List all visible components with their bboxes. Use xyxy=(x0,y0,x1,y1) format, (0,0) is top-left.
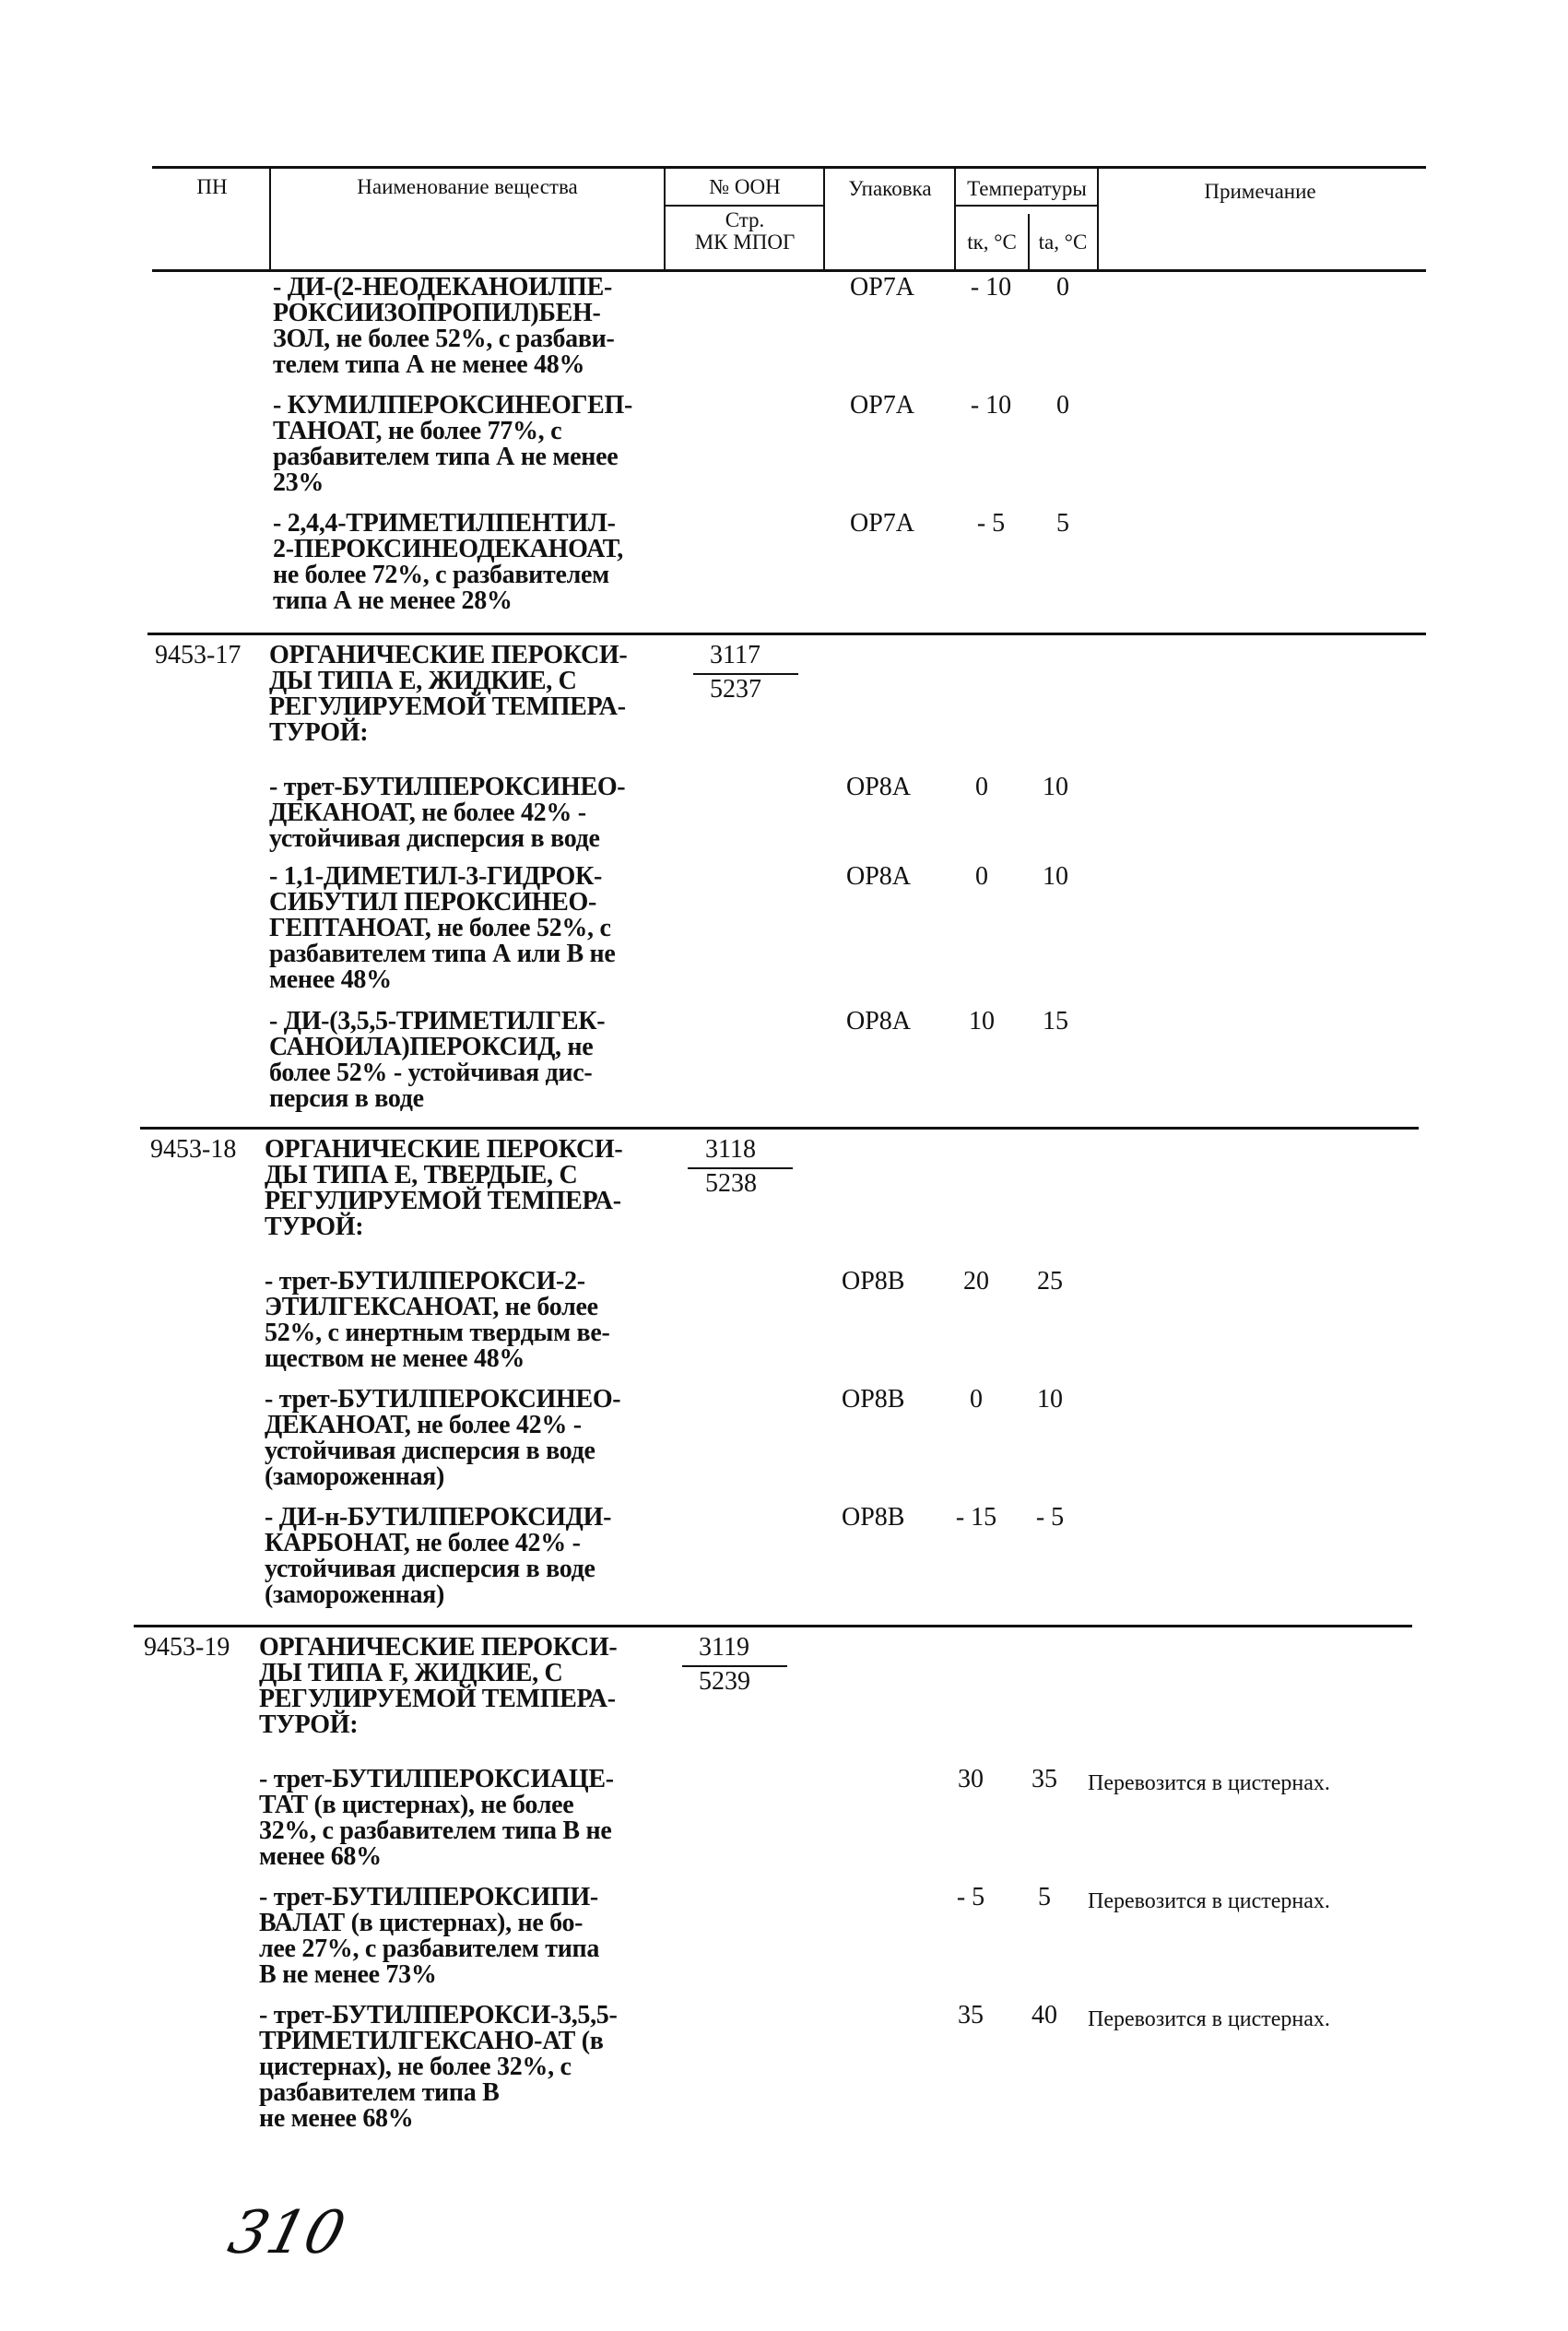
group-title: ОРГАНИЧЕСКИЕ ПЕРОКСИ- ДЫ ТИПА Е, ТВЕРДЫЕ, С РЕГУЛИРУЕМОЙ ТЕМПЕРА- ТУРОЙ: xyxy=(265,1135,623,1241)
item-name: - 1,1-ДИМЕТИЛ-3-ГИДРОК- СИБУТИЛ ПЕРОКСИНЕО- ГЕПТАНОАТ, не более 52%, с разбавителем типа А или В не менее 48% xyxy=(269,862,616,994)
header-un-no: № ООН xyxy=(709,175,781,198)
item-packaging: OP7A xyxy=(850,509,915,538)
page-number: 310 xyxy=(221,2199,352,2267)
item-note: Перевозится в цистернах. xyxy=(1088,1771,1330,1795)
item-packaging: OP7A xyxy=(850,273,915,302)
item-ta: 10 xyxy=(1037,1385,1063,1414)
header-temperatures: Температуры xyxy=(967,177,1087,200)
item-packaging: OP8A xyxy=(846,773,912,801)
group-rule xyxy=(140,1127,1419,1130)
header-bottom-rule xyxy=(152,269,1426,272)
item-ta: 40 xyxy=(1032,2001,1057,2029)
group-un-number: 3117 xyxy=(710,641,760,669)
item-ta: - 5 xyxy=(1035,1503,1065,1532)
header-sub-rule xyxy=(664,205,825,207)
group-title: ОРГАНИЧЕСКИЕ ПЕРОКСИ- ДЫ ТИПА Е, ЖИДКИЕ, С РЕГУЛИРУЕМОЙ ТЕМПЕРА- ТУРОЙ: xyxy=(269,641,628,747)
item-tk: 20 xyxy=(963,1267,989,1296)
item-packaging: OP8B xyxy=(842,1385,905,1414)
header-divider xyxy=(269,166,271,269)
item-packaging: OP8B xyxy=(842,1267,905,1296)
item-name: - трет-БУТИЛПЕРОКСИ-3,5,5- ТРИМЕТИЛГЕКСАНО-АТ (в цистернах), не более 32%, с разбавителем типа В не менее 68% xyxy=(259,2001,618,2133)
item-ta: 5 xyxy=(1038,1883,1051,1911)
header-ta: tа, °С xyxy=(1038,231,1088,254)
item-tk: 10 xyxy=(969,1007,995,1035)
item-ta: 5 xyxy=(1056,509,1069,538)
item-name: - трет-БУТИЛПЕРОКСИНЕО- ДЕКАНОАТ, не более 42% - устойчивая дисперсия в воде (замороженная) xyxy=(265,1385,621,1491)
item-packaging: OP8B xyxy=(842,1503,905,1532)
header-top-rule xyxy=(152,166,1426,169)
header-tk: tк, °С xyxy=(967,231,1017,254)
group-pn: 9453-19 xyxy=(144,1633,230,1662)
item-ta: 25 xyxy=(1037,1267,1063,1296)
group-title: ОРГАНИЧЕСКИЕ ПЕРОКСИ- ДЫ ТИПА F, ЖИДКИЕ, С РЕГУЛИРУЕМОЙ ТЕМПЕРА- ТУРОЙ: xyxy=(259,1633,618,1739)
item-tk: 0 xyxy=(975,862,988,891)
item-ta: 10 xyxy=(1043,862,1068,891)
item-name: - трет-БУТИЛПЕРОКСИАЦЕ- ТАТ (в цистернах), не более 32%, с разбавителем типа В не менее 68% xyxy=(259,1765,614,1871)
item-note: Перевозится в цистернах. xyxy=(1088,2007,1330,2031)
header-pn: ПН xyxy=(196,175,228,198)
group-rule xyxy=(134,1625,1412,1627)
header-sub-rule xyxy=(954,205,1099,207)
item-tk: - 10 xyxy=(970,391,1012,420)
group-pn: 9453-17 xyxy=(155,641,242,669)
item-name: - трет-БУТИЛПЕРОКСИПИ- ВАЛАТ (в цистернах), не бо- лее 27%, с разбавителем типа В не менее 73% xyxy=(259,1883,600,1989)
item-name: - КУМИЛПЕРОКСИНЕОГЕП- ТАНОАТ, не более 77%, с разбавителем типа А не менее 23% xyxy=(273,391,632,497)
item-tk: 0 xyxy=(970,1385,983,1414)
item-name: - 2,4,4-ТРИМЕТИЛПЕНТИЛ- 2-ПЕРОКСИНЕОДЕКАНОАТ, не более 72%, с разбавителем типа А не менее 28% xyxy=(273,509,623,615)
item-tk: 0 xyxy=(975,773,988,801)
group-page-ref: 5237 xyxy=(710,675,761,704)
item-name: - трет-БУТИЛПЕРОКСИНЕО- ДЕКАНОАТ, не более 42% - устойчивая дисперсия в воде xyxy=(269,773,626,853)
group-pn: 9453-18 xyxy=(150,1135,237,1164)
item-name: - трет-БУТИЛПЕРОКСИ-2- ЭТИЛГЕКСАНОАТ, не более 52%, с инертным твердым ве- ществом не менее 48% xyxy=(265,1267,610,1373)
header-page-ref: Стр. МК МПОГ xyxy=(694,208,796,254)
item-ta: 0 xyxy=(1056,273,1069,302)
item-ta: 0 xyxy=(1056,391,1069,420)
header-name: Наименование вещества xyxy=(357,175,578,198)
item-note: Перевозится в цистернах. xyxy=(1088,1889,1330,1913)
item-packaging: OP7A xyxy=(850,391,915,420)
item-packaging: OP8A xyxy=(846,1007,912,1035)
item-name: - ДИ-(2-НЕОДЕКАНОИЛПЕ- РОКСИИЗОПРОПИЛ)БЕН- ЗОЛ, не более 52%, с разбави- телем типа А не менее 48% xyxy=(273,273,615,379)
header-packaging: Упаковка xyxy=(848,177,932,200)
group-un-number: 3119 xyxy=(699,1633,749,1662)
group-page-ref: 5238 xyxy=(705,1169,757,1198)
group-rule xyxy=(147,633,1426,635)
item-name: - ДИ-(3,5,5-ТРИМЕТИЛГЕК- САНОИЛА)ПЕРОКСИД, не более 52% - устойчивая дис- персия в воде xyxy=(269,1007,606,1113)
item-ta: 35 xyxy=(1032,1765,1057,1793)
item-name: - ДИ-н-БУТИЛПЕРОКСИДИ- КАРБОНАТ, не более 42% - устойчивая дисперсия в воде (замороженная) xyxy=(265,1503,612,1609)
item-tk: - 10 xyxy=(970,273,1012,302)
group-page-ref: 5239 xyxy=(699,1667,750,1696)
item-packaging: OP8A xyxy=(846,862,912,891)
item-tk: 30 xyxy=(958,1765,984,1793)
item-ta: 15 xyxy=(1043,1007,1068,1035)
item-ta: 10 xyxy=(1043,773,1068,801)
item-tk: - 5 xyxy=(976,509,1006,538)
item-tk: - 5 xyxy=(956,1883,985,1911)
group-un-number: 3118 xyxy=(705,1135,756,1164)
header-note: Примечание xyxy=(1204,180,1316,203)
item-tk: - 15 xyxy=(955,1503,997,1532)
item-tk: 35 xyxy=(958,2001,984,2029)
